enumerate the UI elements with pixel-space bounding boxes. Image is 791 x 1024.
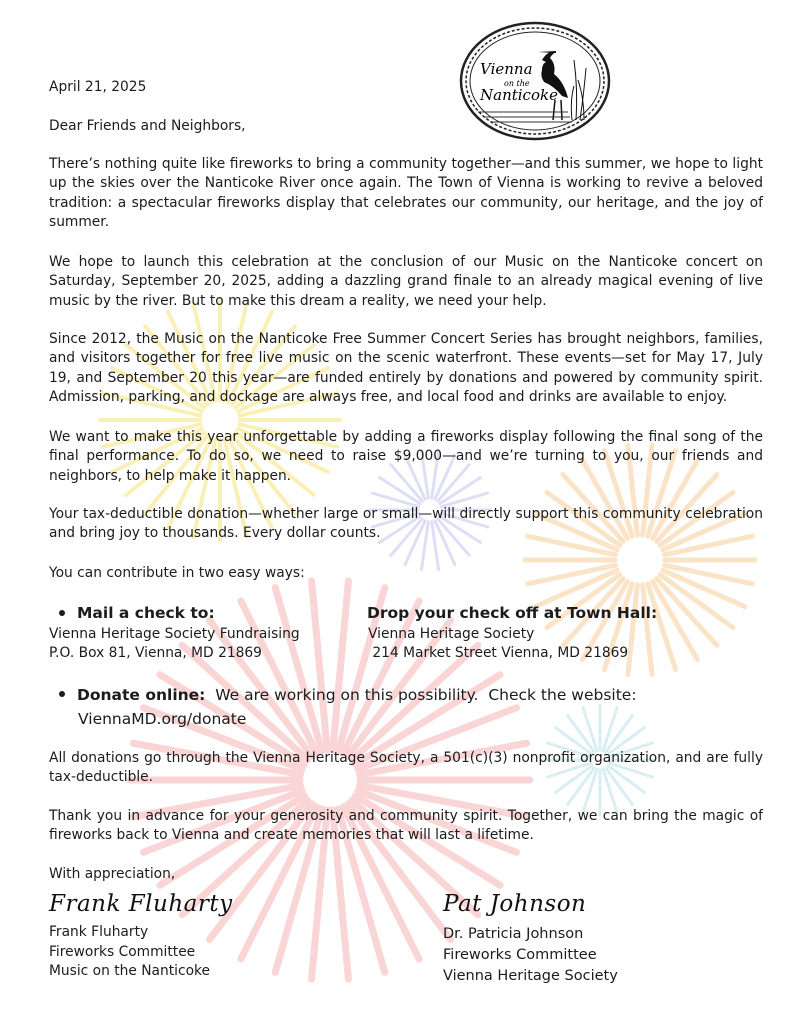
signature-frank: Frank Fluharty <box>49 891 233 917</box>
paragraph-goal: We want to make this year unforgettable by adding a fireworks display following the final song of the final performance. To do so, we need to raise $9,000—and we’re turning to you, our friends and neighbors, to help make it happen. <box>49 429 763 484</box>
signer2-name: Dr. Patricia Johnson <box>443 926 584 942</box>
dropoff-line-1: Vienna Heritage Society <box>368 626 535 642</box>
logo-word-on-the: on the <box>504 79 530 88</box>
mail-heading <box>49 603 215 623</box>
signature-pat: Pat Johnson <box>443 891 587 917</box>
donate-url[interactable]: ViennaMD.org/donate <box>78 710 247 728</box>
signer1-title: Fireworks Committee <box>49 944 196 960</box>
mail-line-2: P.O. Box 81, Vienna, MD 21869 <box>49 645 262 661</box>
paragraph-launch: We hope to launch this celebration at the conclusion of our Music on the Nanticoke concert on Saturday, September 20, 2025, adding a dazzling grand finale to an already magical evening of live music by the river. But to make this dream a reality, we need your help. <box>49 254 763 309</box>
signer2-title: Fireworks Committee <box>443 947 597 963</box>
signer2-org: Vienna Heritage Society <box>443 968 618 984</box>
vienna-logo <box>458 20 612 142</box>
mail-heading-text: Mail a check to: <box>77 604 215 622</box>
paragraph-intro: There’s nothing quite like fireworks to bring a community together—and this summer, we hope to light up the skies over the Nanticoke River once again. The Town of Vienna is working to revive a beloved tradition: a spectacular fireworks display that celebrates our community, our heritage, and the joy of summer. <box>49 156 763 231</box>
signoff: With appreciation, <box>49 866 176 882</box>
donate-online-row <box>49 683 637 707</box>
greeting: Dear Friends and Neighbors, <box>49 118 246 134</box>
paragraph-donation: Your tax-deductible donation—whether large or small—will directly support this community celebration and bring joy to thousands. Every dollar counts. <box>49 506 763 542</box>
paragraph-history: Since 2012, the Music on the Nanticoke Free Summer Concert Series has brought neighbors, families, and visitors together for free live music on the scenic waterfront. These events—set for May 17, July 19, and September 20 this year—are funded entirely by donations and powered by community spirit. Admission, parking, and dockage are always free, and local food and drinks are available to enjoy. <box>49 331 763 406</box>
paragraph-nonprofit: All donations go through the Vienna Heritage Society, a 501(c)(3) nonprofit organization, and are fully tax-deductible. <box>49 750 763 786</box>
donate-online-text: We are working on this possibility. Check the website: <box>205 686 637 704</box>
contribute-intro: You can contribute in two easy ways: <box>49 565 305 581</box>
donate-online-heading: Donate online: <box>77 686 206 704</box>
signer1-org: Music on the Nanticoke <box>49 963 211 979</box>
dropoff-line-2: 214 Market Street Vienna, MD 21869 <box>368 645 629 661</box>
paragraph-thanks: Thank you in advance for your generosity and community spirit. Together, we can bring the magic of fireworks back to Vienna and create memories that will last a lifetime. <box>49 808 763 844</box>
mail-line-1: Vienna Heritage Society Fundraising <box>49 626 300 642</box>
signer1-name: Frank Fluharty <box>49 924 149 940</box>
dropoff-heading: Drop your check off at Town Hall: <box>367 604 658 622</box>
letter-date: April 21, 2025 <box>49 79 147 95</box>
logo-word-nanticoke: Nanticoke <box>480 86 558 104</box>
logo-word-vienna: Vienna <box>480 60 533 78</box>
